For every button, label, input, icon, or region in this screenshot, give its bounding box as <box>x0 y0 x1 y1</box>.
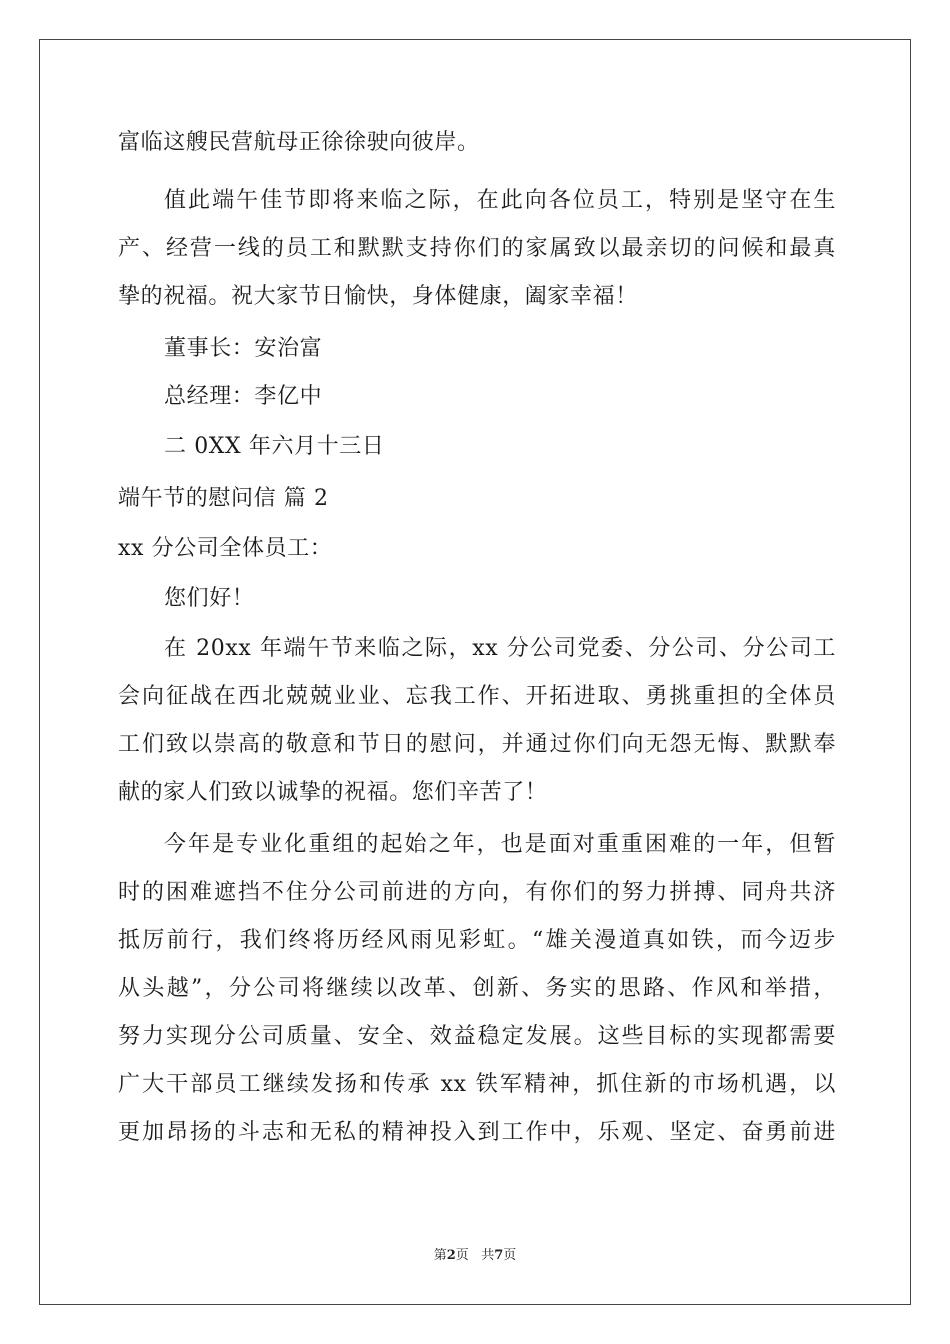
section-heading: 端午节的慰问信 篇 2 <box>118 486 329 511</box>
page-footer <box>0 1248 950 1264</box>
footer-page-suffix: 页 <box>503 1248 517 1263</box>
paragraph-first-line: 在 20xx 年端午节来临之际，xx 分公司党委、分公司、分公司工 <box>164 636 836 661</box>
text-line: 会向征战在西北兢兢业业、忘我工作、开拓进取、勇挑重担的全体员 <box>118 684 836 709</box>
text-line: 更加昂扬的斗志和无私的精神投入到工作中，乐观、坚定、奋勇前进 <box>118 1120 836 1145</box>
footer-page-mid: 页 共 <box>455 1248 495 1263</box>
text-line: 产、经营一线的员工和默默支持你们的家属致以最亲切的问候和最真 <box>118 236 836 261</box>
text-line: 挚的祝福。祝大家节日愉快，身体健康，阖家幸福！ <box>118 284 638 309</box>
text-line: 献的家人们致以诚挚的祝福。您们辛苦了！ <box>118 780 548 805</box>
text-line: 工们致以崇高的敬意和节日的慰问，并通过你们向无怨无悔、默默奉 <box>118 732 836 757</box>
footer-page-total: 7 <box>494 1248 504 1263</box>
text-line: 抵厉前行，我们终将历经风雨见彩虹。“雄关漫道真如铁，而今迈步 <box>118 928 836 953</box>
greeting: 您们好！ <box>164 586 255 611</box>
letter-date: 二 0XX 年六月十三日 <box>164 434 385 459</box>
paragraph-first-line: 今年是专业化重组的起始之年，也是面对重重困难的一年，但暂 <box>164 832 836 857</box>
footer-page-prefix: 第 <box>433 1248 447 1263</box>
text-line: 广大干部员工继续发扬和传承 xx 铁军精神，抓住新的市场机遇，以 <box>118 1072 836 1097</box>
text-line: 时的困难遮挡不住分公司前进的方向，有你们的努力拼搏、同舟共济 <box>118 880 836 905</box>
text-line: 从头越”，分公司将继续以改革、创新、务实的思路、作风和举措， <box>118 976 836 1001</box>
text-line: 努力实现分公司质量、安全、效益稳定发展。这些目标的实现都需要 <box>118 1024 836 1049</box>
salutation: xx 分公司全体员工： <box>118 536 333 561</box>
signature-manager: 总经理：李亿中 <box>164 384 323 409</box>
text-line: 富临这艘民营航母正徐徐驶向彼岸。 <box>118 130 480 155</box>
paragraph-first-line: 值此端午佳节即将来临之际，在此向各位员工，特别是坚守在生 <box>164 188 836 213</box>
page-border <box>39 39 911 1305</box>
signature-chairman: 董事长：安治富 <box>164 336 323 361</box>
footer-page-current: 2 <box>446 1248 456 1263</box>
